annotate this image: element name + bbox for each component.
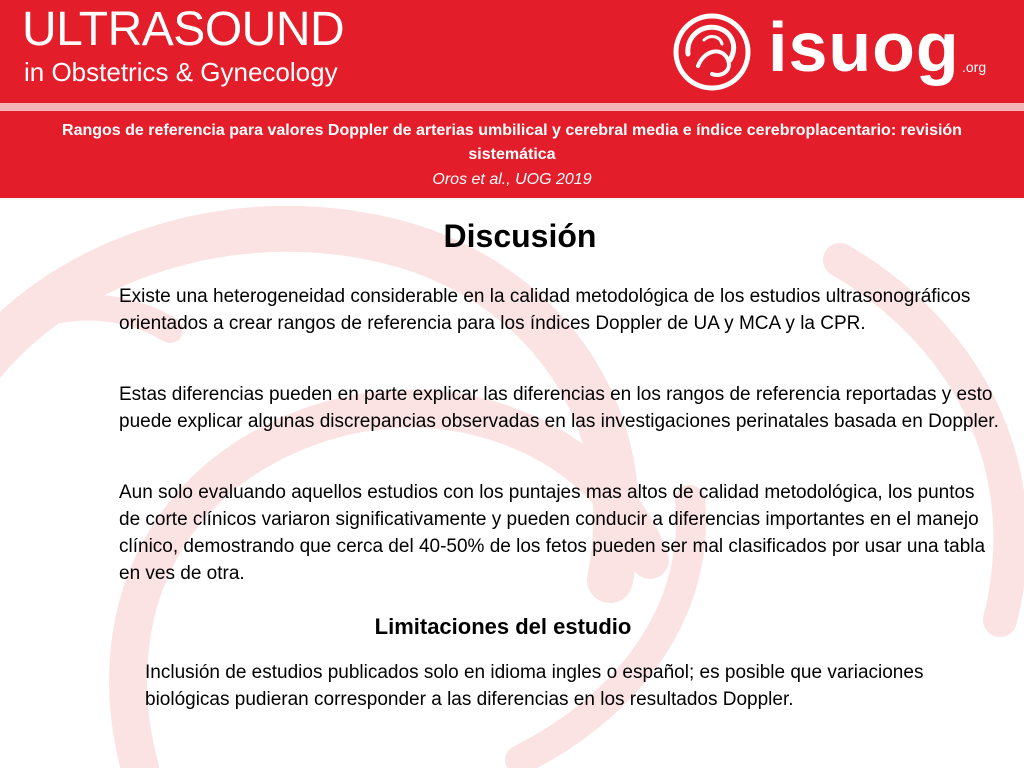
journal-title-sub: in Obstetrics & Gynecology xyxy=(24,57,338,87)
journal-header xyxy=(0,0,1024,103)
header-divider xyxy=(0,103,1024,111)
section-heading-limitations: Limitaciones del estudio xyxy=(374,614,632,639)
isuog-swirl-logo-icon xyxy=(668,6,756,94)
journal-title-main: ULTRASOUND xyxy=(22,3,345,56)
article-citation: Oros et al., UOG 2019 xyxy=(432,171,592,188)
discussion-paragraph: Aun solo evaluando aquellos estudios con los puntajes mas altos de calidad metodológica, los puntos de corte clínicos variaron significativamente y pueden conducir a diferencias importantes en el manejo clínico, demostrando que cerca del 40-50% de los fetos pueden ser mal clasificados por usar una tabla en ves de otra. xyxy=(119,482,986,584)
brand-name: isuog xyxy=(768,8,960,86)
discussion-paragraph: Estas diferencias pueden en parte explicar las diferencias en los rangos de referencia reportadas y esto puede explicar algunas discrepancias observadas en las investigaciones perinatales basada en Doppler. xyxy=(119,384,999,432)
discussion-paragraph: Existe una heterogeneidad considerable en la calidad metodológica de los estudios ultrasonográficos orientados a crear rangos de referencia para los índices Doppler de UA y MCA y la CPR. xyxy=(119,286,971,334)
section-heading-discussion: Discusión xyxy=(443,218,597,254)
title-banner xyxy=(0,111,1024,198)
article-title: Rangos de referencia para valores Doppler de arterias umbilical y cerebral media e índice cerebroplacentario: revisión sistemática xyxy=(62,122,962,163)
brand-suffix: .org xyxy=(962,59,987,75)
limitations-paragraph: Inclusión de estudios publicados solo en idioma ingles o español; es posible que variaciones biológicas pudieran corresponder a las diferencias en los resultados Doppler. xyxy=(145,662,924,710)
